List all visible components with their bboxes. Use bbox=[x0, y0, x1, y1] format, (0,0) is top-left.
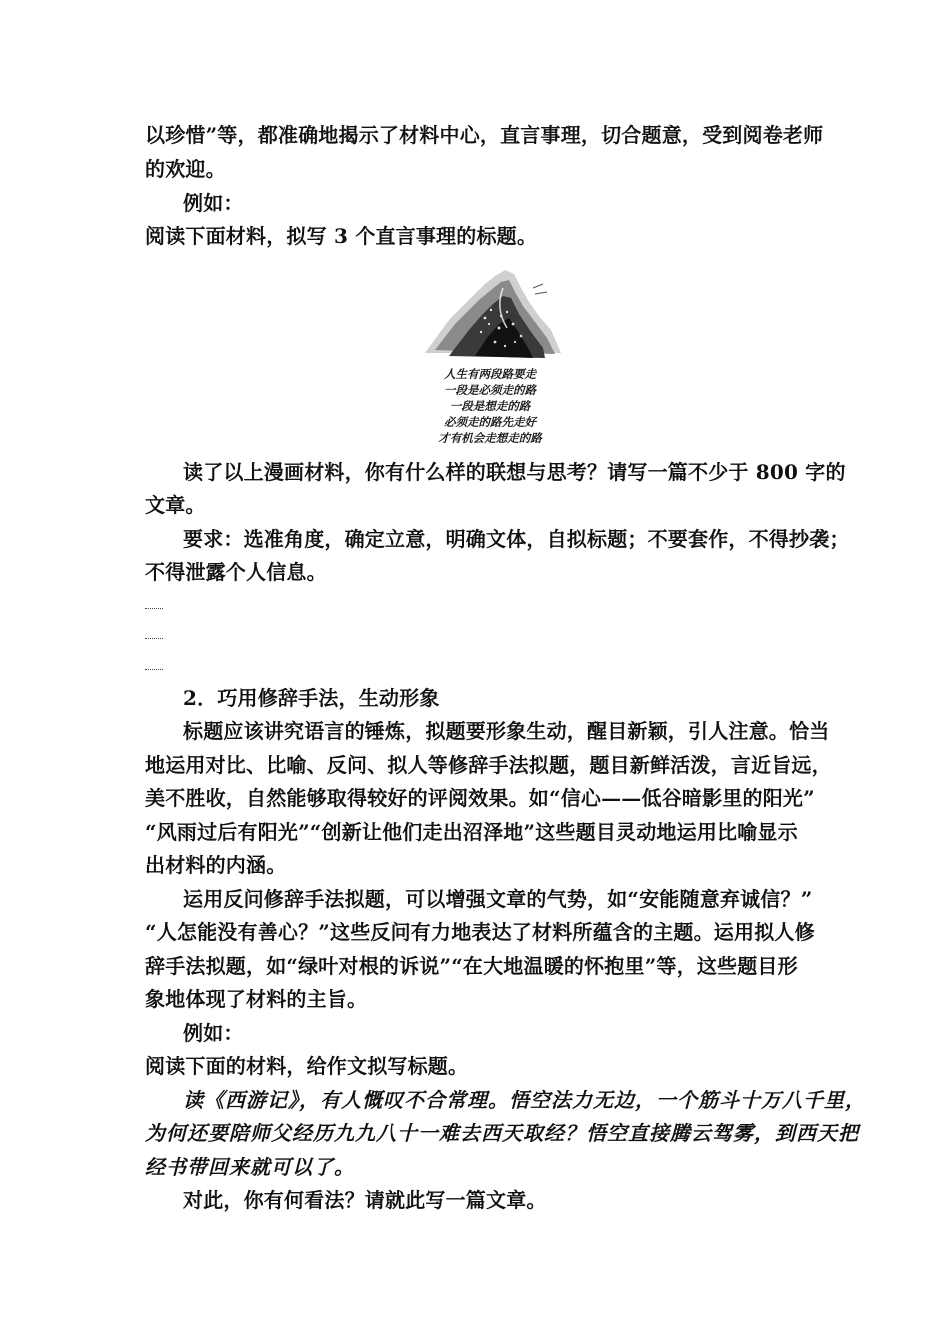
paragraph-line: 的欢迎。 bbox=[145, 157, 226, 181]
material-line: 为何还要陪师父经历九九八十一难去西天取经？悟空直接腾云驾雾，到西天把 bbox=[145, 1121, 859, 1145]
task-instruction: 阅读下面材料，拟写 3 个直言事理的标题。 bbox=[145, 224, 538, 248]
example-label: 例如： bbox=[183, 1021, 244, 1045]
paragraph-line: 要求：选准角度，确定立意，明确文体，自拟标题；不要套作，不得抄袭； bbox=[183, 527, 850, 551]
answer-blank bbox=[145, 636, 163, 639]
paragraph-line: “人怎能没有善心？”这些反问有力地表达了材料所蕴含的主题。运用拟人修 bbox=[145, 920, 815, 944]
section-heading: 2．巧用修辞手法，生动形象 bbox=[183, 686, 440, 710]
poem-line: 必须走的路先走好 bbox=[444, 415, 536, 429]
paragraph-line: 出材料的内涵。 bbox=[145, 853, 287, 877]
paragraph-line: 不得泄露个人信息。 bbox=[145, 560, 327, 584]
paragraph-line: 辞手法拟题，如“绿叶对根的诉说”“在大地温暖的怀抱里”等，这些题目形 bbox=[145, 954, 798, 978]
paragraph-line: 文章。 bbox=[145, 493, 206, 517]
painting-poem bbox=[415, 366, 565, 446]
paragraph-line: 运用反问修辞手法拟题，可以增强文章的气势，如“安能随意弃诚信？” bbox=[183, 887, 813, 911]
material-line: 经书带回来就可以了。 bbox=[145, 1155, 355, 1179]
poem-line: 一段是必须走的路 bbox=[444, 383, 536, 397]
mountain-ink-painting bbox=[415, 258, 565, 366]
paragraph-line: 象地体现了材料的主旨。 bbox=[145, 987, 368, 1011]
poem-line: 人生有两段路要走 bbox=[444, 367, 536, 381]
paragraph-line: “风雨过后有阳光”“创新让他们走出沼泽地”这些题目灵动地运用比喻显示 bbox=[145, 820, 798, 844]
poem-line: 才有机会走想走的路 bbox=[438, 431, 542, 445]
paragraph-line: 地运用对比、比喻、反问、拟人等修辞手法拟题，题目新鲜活泼，言近旨远， bbox=[145, 753, 832, 777]
paragraph-line: 以珍惜”等，都准确地揭示了材料中心，直言事理，切合题意，受到阅卷老师 bbox=[145, 123, 824, 147]
task-instruction: 阅读下面的材料，给作文拟写标题。 bbox=[145, 1054, 469, 1078]
paragraph-line: 读了以上漫画材料，你有什么样的联想与思考？请写一篇不少于 800 字的 bbox=[183, 460, 846, 484]
poem-line: 一段是想走的路 bbox=[449, 399, 531, 413]
paragraph-line: 美不胜收，自然能够取得较好的评阅效果。如“信心——低谷暗影里的阳光” bbox=[145, 786, 815, 810]
paragraph-line: 标题应该讲究语言的锤炼，拟题要形象生动，醒目新颖，引人注意。恰当 bbox=[183, 719, 830, 743]
answer-blank bbox=[145, 667, 163, 670]
answer-blank bbox=[145, 606, 163, 609]
material-line: 读《西游记》，有人慨叹不合常理。悟空法力无边，一个筋斗十万八千里， bbox=[183, 1088, 866, 1112]
mountain-painting-figure bbox=[415, 258, 565, 448]
example-label: 例如： bbox=[183, 191, 244, 215]
paragraph-line: 对此，你有何看法？请就此写一篇文章。 bbox=[183, 1188, 547, 1212]
